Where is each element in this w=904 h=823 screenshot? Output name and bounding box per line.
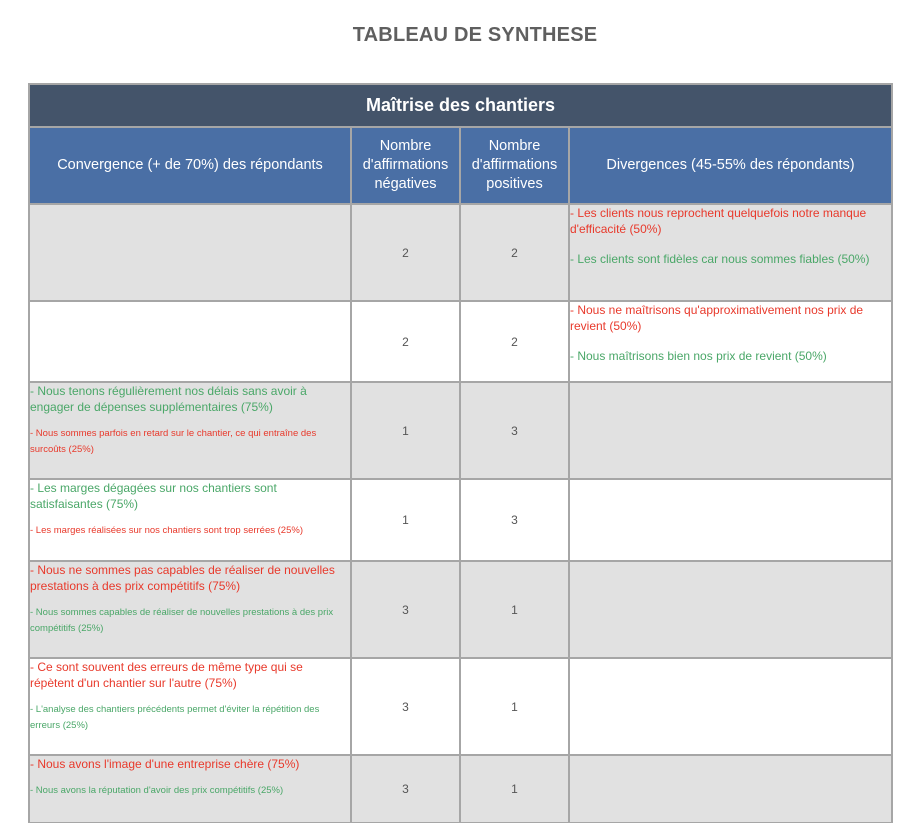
negative-count: 3: [351, 755, 460, 823]
convergence-minority-statement: - L'analyse des chantiers précédents permet d'éviter la répétition des erreurs (25%): [30, 704, 320, 731]
convergence-minority-statement: - Les marges réalisées sur nos chantiers sont trop serrées (25%): [30, 525, 303, 536]
convergence-minority-statement: - Nous sommes parfois en retard sur le chantier, ce qui entraîne des surcoûts (25%): [30, 428, 317, 455]
positive-count: 2: [460, 204, 569, 301]
positive-count: 1: [460, 658, 569, 755]
divergence-cell: [569, 204, 892, 301]
page-title: TABLEAU DE SYNTHESE: [352, 24, 598, 46]
convergence-cell: [29, 755, 351, 823]
convergence-minority-statement: - Nous avons la réputation d'avoir des prix compétitifs (25%): [30, 785, 284, 796]
header-convergence: Convergence (+ de 70%) des répondants: [29, 127, 351, 204]
negative-count: 1: [351, 479, 460, 561]
synthesis-table: [28, 83, 893, 823]
divergence-cell: [569, 658, 892, 755]
negative-count: 2: [351, 301, 460, 382]
convergence-cell: [29, 382, 351, 479]
negative-count: 3: [351, 561, 460, 658]
positive-count: 3: [460, 382, 569, 479]
table-row: [29, 479, 892, 561]
divergence-positive-statement: - Nous maîtrisons bien nos prix de revient (50%): [570, 349, 827, 363]
positive-count: 2: [460, 301, 569, 382]
convergence-cell: [29, 479, 351, 561]
negative-count: 2: [351, 204, 460, 301]
table-row: [29, 561, 892, 658]
header-positive-count: Nombre d'affirmations positives: [460, 127, 569, 204]
convergence-cell: [29, 301, 351, 382]
table-row: [29, 755, 892, 823]
convergence-cell: [29, 204, 351, 301]
negative-count: 3: [351, 658, 460, 755]
convergence-main-statement: - Nous ne sommes pas capables de réaliser de nouvelles prestations à des prix compétitifs (75%): [30, 563, 335, 593]
table-row: [29, 658, 892, 755]
table-row: [29, 382, 892, 479]
divergence-cell: [569, 382, 892, 479]
header-divergences: Divergences (45-55% des répondants): [569, 127, 892, 204]
positive-count: 1: [460, 755, 569, 823]
divergence-cell: [569, 561, 892, 658]
convergence-main-statement: - Nous avons l'image d'une entreprise chère (75%): [30, 757, 300, 771]
convergence-main-statement: - Les marges dégagées sur nos chantiers sont satisfaisantes (75%): [30, 481, 277, 511]
convergence-main-statement: - Ce sont souvent des erreurs de même type qui se répètent d'un chantier sur l'autre (75%): [30, 660, 303, 690]
header-negative-count: Nombre d'affirmations négatives: [351, 127, 460, 204]
negative-count: 1: [351, 382, 460, 479]
divergence-cell: [569, 301, 892, 382]
convergence-main-statement: - Nous tenons régulièrement nos délais sans avoir à engager de dépenses supplémentaires (75%): [30, 384, 307, 414]
positive-count: 3: [460, 479, 569, 561]
divergence-cell: [569, 479, 892, 561]
convergence-cell: [29, 561, 351, 658]
convergence-minority-statement: - Nous sommes capables de réaliser de nouvelles prestations à des prix compétitifs (25%): [30, 607, 334, 634]
divergence-positive-statement: - Les clients sont fidèles car nous sommes fiables (50%): [570, 252, 870, 266]
section-title: Maîtrise des chantiers: [29, 84, 892, 127]
divergence-negative-statement: - Nous ne maîtrisons qu'approximativement nos prix de revient (50%): [570, 303, 864, 333]
positive-count: 1: [460, 561, 569, 658]
divergence-negative-statement: - Les clients nous reprochent quelquefois notre manque d'efficacité (50%): [570, 206, 867, 236]
convergence-cell: [29, 658, 351, 755]
divergence-cell: [569, 755, 892, 823]
table-row: [29, 301, 892, 382]
table-row: [29, 204, 892, 301]
